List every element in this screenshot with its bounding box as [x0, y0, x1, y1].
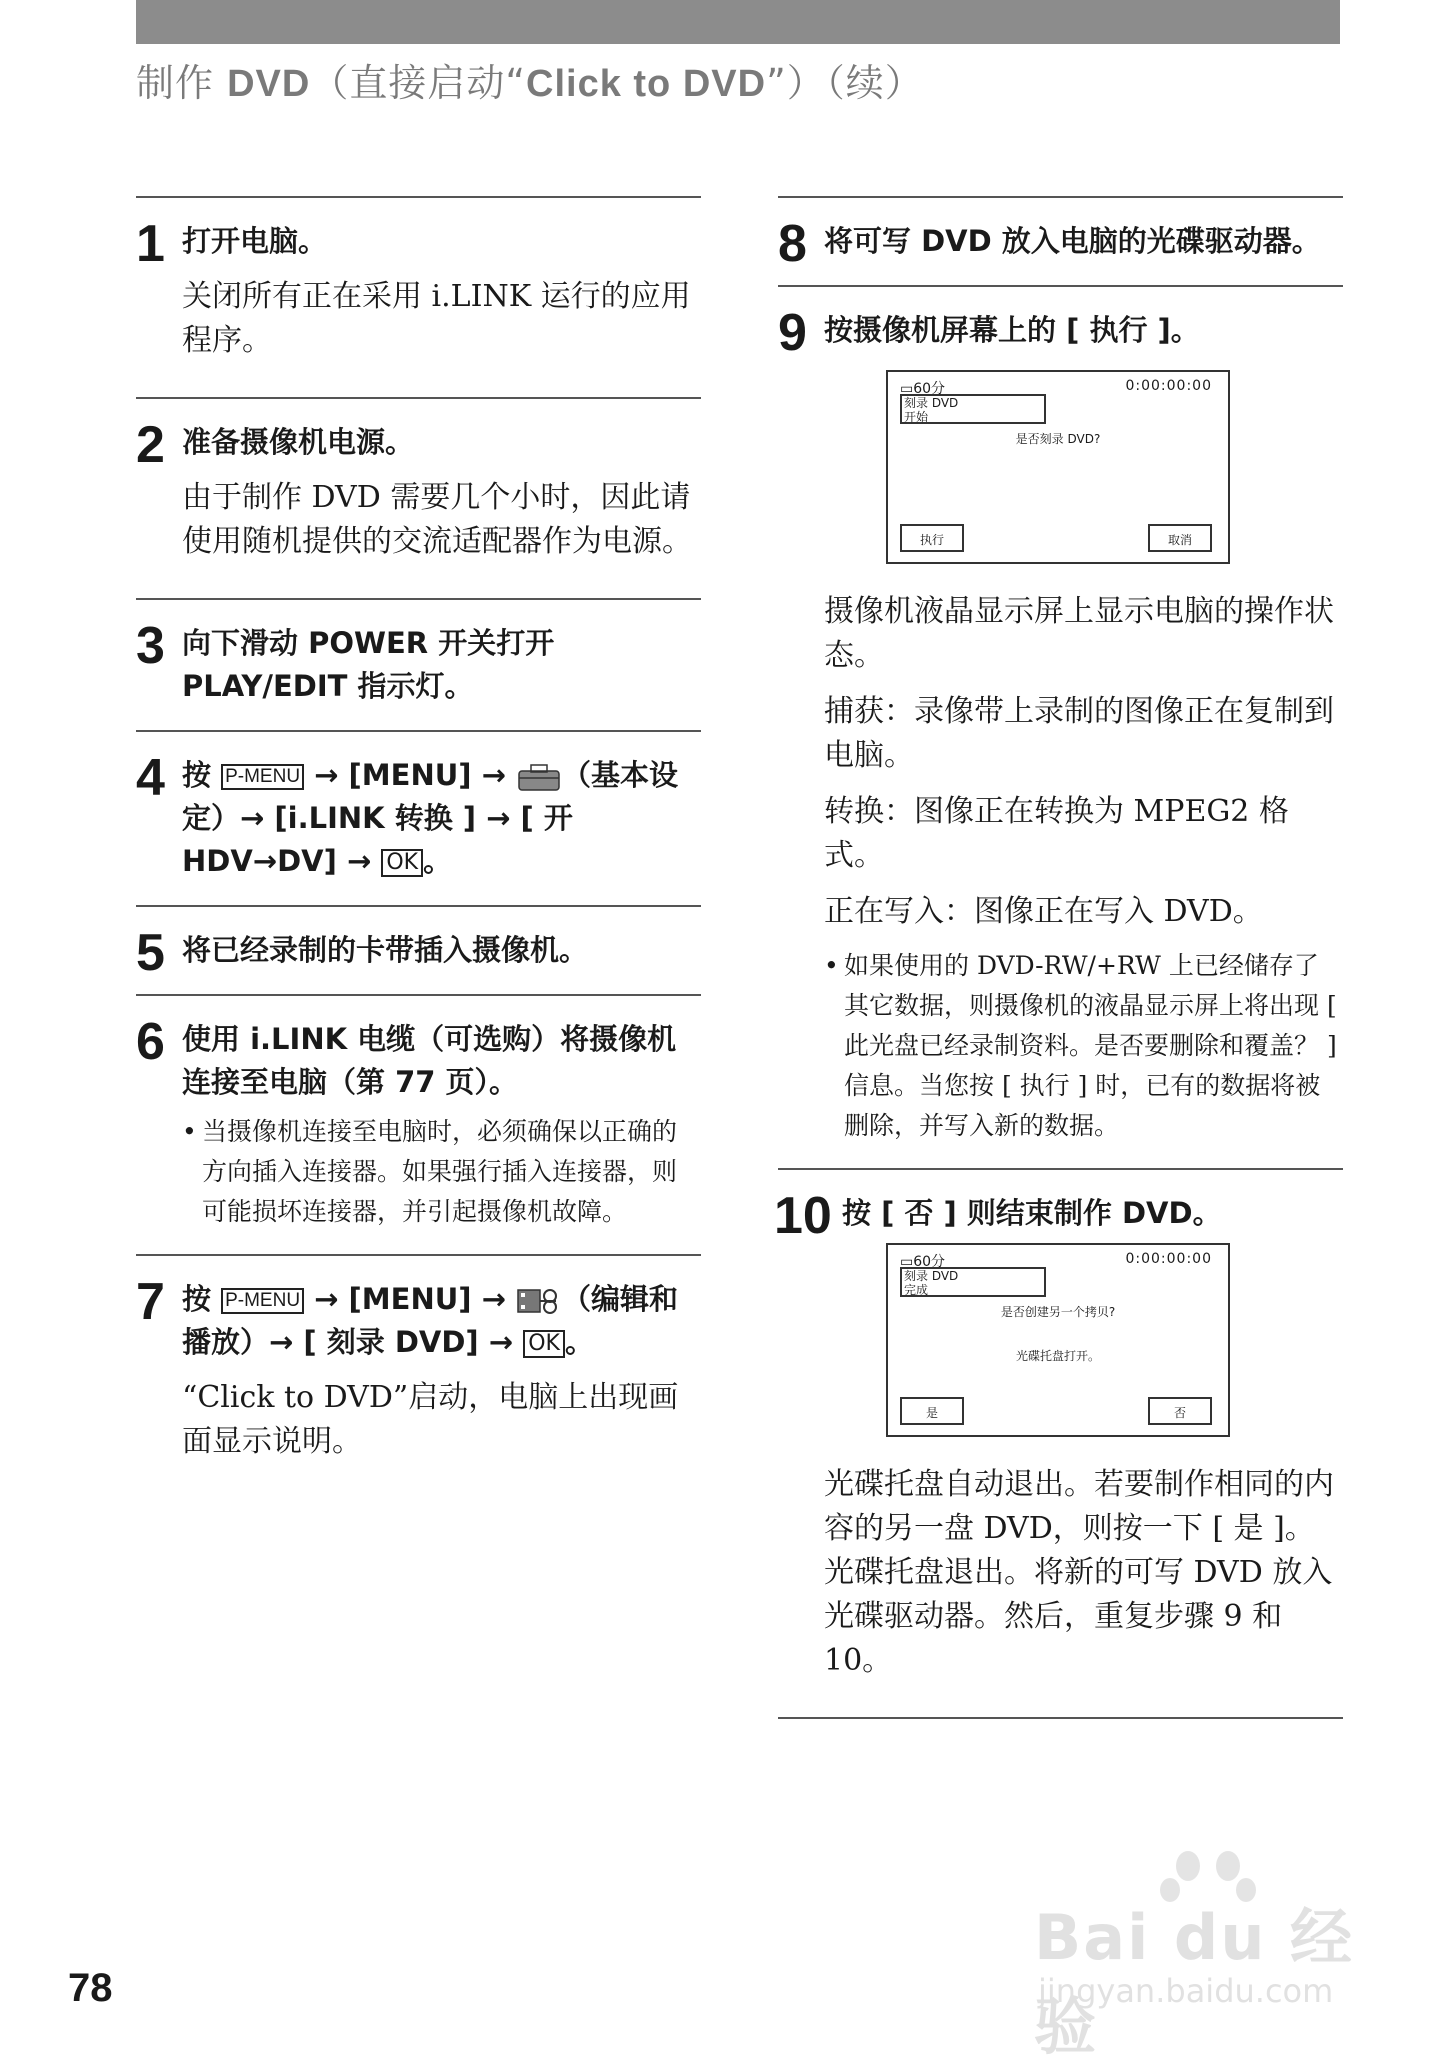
menu-status: 完成 — [904, 1283, 929, 1297]
timecode: 0:00:00:00 — [1125, 1251, 1212, 1267]
watermark-url: jingyan.baidu.com — [1038, 1972, 1334, 2010]
ok-label: OK — [381, 849, 423, 877]
step-heading: 打开电脑。 — [182, 224, 328, 258]
lcd-screen-confirm — [886, 370, 1230, 564]
step-5 — [136, 905, 701, 994]
timecode: 0:00:00:00 — [1125, 378, 1212, 394]
lcd-screen-finish — [886, 1243, 1230, 1437]
screen-prompt: 是否创建另一个拷贝? — [1000, 1305, 1116, 1319]
menu-title-box — [900, 1267, 1046, 1297]
step-text: 由于制作 DVD 需要几个小时，因此请使用随机提供的交流适配器作为电源。 — [182, 480, 692, 559]
step-6 — [136, 994, 701, 1254]
step-number: 9 — [778, 304, 807, 362]
step-4 — [136, 730, 701, 905]
battery-indicator: ▭60分 — [900, 1254, 946, 1270]
step-8 — [778, 196, 1343, 285]
step-heading-part: 按 — [182, 758, 222, 792]
step-number: 2 — [136, 416, 165, 474]
step-text: 关闭所有正在采用 i.LINK 运行的应用程序。 — [182, 279, 691, 358]
step-number: 5 — [136, 924, 165, 982]
screen-message: 光碟托盘打开。 — [1015, 1349, 1100, 1363]
p-menu-label: P-MENU — [221, 1288, 304, 1314]
step-heading-part: 。 — [423, 844, 453, 878]
step-heading-part: 按 — [182, 1282, 222, 1316]
yes-button[interactable]: 是 — [900, 1397, 964, 1425]
toolbox-icon — [516, 762, 562, 792]
step-2 — [136, 397, 701, 598]
execute-button[interactable]: 执行 — [900, 524, 964, 552]
step-number: 1 — [136, 215, 165, 273]
menu-status: 开始 — [904, 410, 929, 424]
step-number: 3 — [136, 617, 165, 675]
step-heading: 使用 i.LINK 电缆（可选购）将摄像机连接至电脑（第 77 页）。 — [182, 1022, 677, 1099]
step-note: • 如果使用的 DVD-RW/+RW 上已经储存了其它数据，则摄像机的液晶显示屏上将出现 [ 此光盘已经录制资料。是否要删除和覆盖？ ] 信息。当您按 [ 执行 ] 时，已有的数据将被删除，并写入新的数据。 — [778, 946, 1343, 1146]
step-heading: 将已经录制的卡带插入摄像机。 — [182, 933, 589, 967]
right-column — [774, 196, 1343, 1719]
step-text: 转换：图像正在转换为 MPEG2 格式。 — [824, 794, 1289, 873]
step-heading-part: （编辑和播放）→ [ 刻录 DVD] → — [182, 1282, 679, 1359]
step-number: 10 — [774, 1187, 832, 1245]
header-bar — [136, 0, 1340, 44]
step-heading: 向下滑动 POWER 开关打开 PLAY/EDIT 指示灯。 — [182, 626, 555, 703]
page-number: 78 — [68, 1966, 113, 2010]
step-9 — [778, 285, 1343, 1168]
battery-indicator: ▭60分 — [900, 381, 946, 397]
cancel-button[interactable]: 取消 — [1148, 524, 1212, 552]
step-text: 摄像机液晶显示屏上显示电脑的操作状态。 — [824, 594, 1334, 673]
edit-playback-icon — [516, 1286, 562, 1316]
page-title: 制作 DVD（直接启动“Click to DVD”）（续） — [136, 61, 924, 105]
step-text: 捕获：录像带上录制的图像正在复制到电脑。 — [824, 694, 1334, 773]
watermark — [1028, 1844, 1368, 2063]
step-7 — [136, 1254, 701, 1498]
step-heading-part: 。 — [564, 1325, 594, 1359]
divider — [778, 1717, 1343, 1719]
step-text: 正在写入：图像正在写入 DVD。 — [824, 894, 1263, 929]
step-number: 7 — [136, 1273, 165, 1331]
menu-title: 刻录 DVD — [904, 396, 959, 410]
no-button[interactable]: 否 — [1148, 1397, 1212, 1425]
step-heading-part: → [MENU] → — [304, 758, 517, 792]
step-number: 8 — [778, 215, 807, 273]
step-heading-part: （基本设定）→ [i.LINK 转换 ] → [ 开 HDV→DV] → — [182, 758, 679, 878]
p-menu-label: P-MENU — [221, 764, 304, 790]
step-1 — [136, 196, 701, 397]
step-number: 6 — [136, 1013, 165, 1071]
step-heading: 准备摄像机电源。 — [182, 425, 415, 459]
step-text: 光碟托盘自动退出。若要制作相同的内容的另一盘 DVD，则按一下 [ 是 ]。光碟托盘退出。将新的可写 DVD 放入光碟驱动器。然后，重复步骤 9 和 10。 — [824, 1467, 1334, 1678]
step-number: 4 — [136, 749, 165, 807]
step-heading-part: → [MENU] → — [304, 1282, 517, 1316]
screen-prompt: 是否刻录 DVD? — [1015, 432, 1101, 446]
step-heading: 按摄像机屏幕上的 [ 执行 ]。 — [824, 313, 1200, 347]
menu-title-box — [900, 394, 1046, 424]
step-text: “Click to DVD”启动，电脑上出现画面显示说明。 — [182, 1380, 679, 1459]
step-note: • 当摄像机连接至电脑时，必须确保以正确的方向插入连接器。如果强行插入连接器，则可能损坏连接器，并引起摄像机故障。 — [136, 1112, 701, 1232]
step-10 — [774, 1168, 1343, 1717]
left-column — [136, 196, 701, 1498]
ok-label: OK — [523, 1330, 565, 1358]
step-heading: 按 [ 否 ] 则结束制作 DVD。 — [842, 1196, 1222, 1230]
step-3 — [136, 598, 701, 730]
step-heading: 将可写 DVD 放入电脑的光碟驱动器。 — [824, 224, 1321, 258]
watermark-brand: Bai du 经验 — [1034, 1901, 1355, 2063]
menu-title: 刻录 DVD — [904, 1269, 959, 1283]
